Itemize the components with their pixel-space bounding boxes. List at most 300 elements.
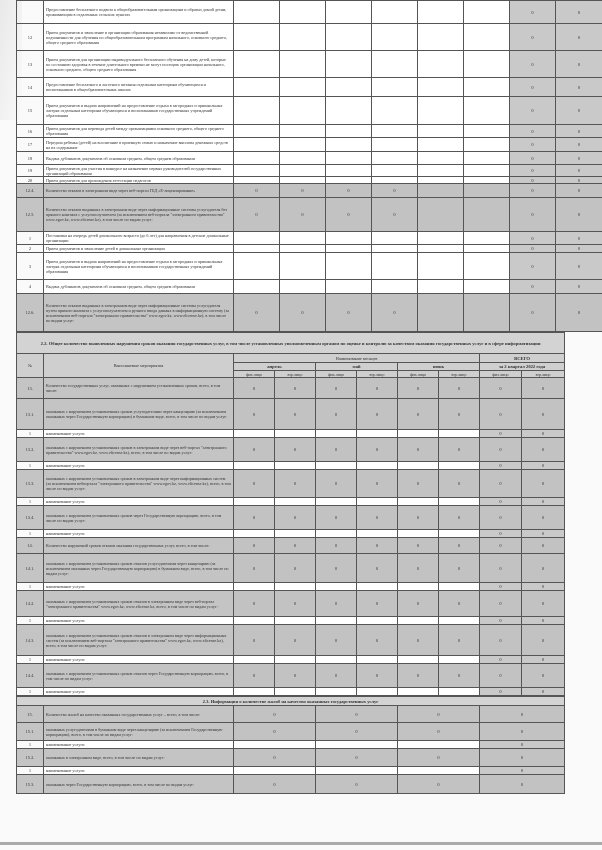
row-number: 3 — [17, 253, 44, 280]
value-cell: 0 — [398, 538, 439, 554]
row-number: 14.2. — [17, 591, 44, 617]
value-cell — [234, 617, 275, 625]
value-cell — [372, 177, 418, 184]
total-cell: 0 — [522, 430, 565, 438]
total-cell: 0 — [510, 184, 556, 198]
row-number: 1 — [17, 530, 44, 538]
value-cell — [418, 78, 464, 97]
value-cell — [316, 583, 357, 591]
value-cell: 0 — [316, 438, 357, 462]
value-cell — [398, 530, 439, 538]
value-cell — [326, 232, 372, 245]
total-cell: 0 — [556, 24, 602, 51]
value-cell: 0 — [316, 723, 398, 741]
value-cell — [372, 165, 418, 177]
value-cell: 0 — [439, 470, 480, 498]
value-cell: 0 — [316, 749, 398, 767]
total-cell: 0 — [556, 280, 602, 294]
row-number: 13.2. — [17, 438, 44, 462]
total-cell: 0 — [480, 399, 522, 430]
total-cell: 0 — [480, 554, 522, 583]
value-cell: 0 — [480, 741, 565, 749]
value-cell — [316, 617, 357, 625]
table-row — [17, 775, 565, 794]
value-cell: 0 — [398, 723, 480, 741]
row-description: оказанных с нарушением установленных сроков в электронном виде через информационных систем (за исключением вебпортала "электронного правительства" www.egov.kz, www.elicense.kz), всего, в том числе по видам услуг: — [44, 470, 234, 498]
value-cell — [275, 462, 316, 470]
value-cell: 0 — [316, 591, 357, 617]
value-cell: 0 — [357, 591, 398, 617]
total-cell: 0 — [522, 591, 565, 617]
row-description: Прием документов и выдача направлений на предоставление отдыха в загородных и пришкольных лагерях отдельным категориям обучающихся и воспитанников государственных учреждений образования — [44, 97, 234, 125]
value-cell — [372, 232, 418, 245]
value-cell — [326, 1, 372, 24]
value-cell: 0 — [439, 664, 480, 688]
violations-table — [16, 332, 565, 696]
total-cell: 0 — [510, 125, 556, 138]
header-individual: физ.лицо — [480, 371, 522, 378]
row-description: наименование услуги — [44, 583, 234, 591]
total-cell: 0 — [510, 245, 556, 253]
total-cell: 0 — [510, 232, 556, 245]
value-cell: 0 — [398, 775, 480, 794]
total-cell: 0 — [522, 498, 565, 506]
total-cell: 0 — [510, 1, 556, 24]
value-cell — [464, 253, 510, 280]
value-cell — [439, 430, 480, 438]
row-number: 14 — [17, 78, 44, 97]
value-cell: 0 — [398, 591, 439, 617]
value-cell: 0 — [357, 399, 398, 430]
row-number: 15 — [17, 97, 44, 125]
value-cell — [316, 498, 357, 506]
value-cell — [464, 1, 510, 24]
value-cell — [234, 245, 280, 253]
total-cell: 0 — [556, 97, 602, 125]
row-description: Количество отказов выданных в электронном виде через информационные системы услугодателя без прямого контакта с услугополучателем (за исключением веб-портала "электронного правительства" www.egov.kz, www.elicense.kz), в том числе по видам услуг: — [44, 198, 234, 232]
value-cell: 0 — [234, 591, 275, 617]
row-description: оказанных с нарушением установленных сроков отказов в электронном виде через веб-портал "электронного правительства" www.egov.kz, www.elicense.kz, всего, в том числе по видам услуг: — [44, 591, 234, 617]
table-row — [17, 506, 565, 530]
value-cell — [234, 530, 275, 538]
table-row — [17, 749, 565, 767]
value-cell — [418, 125, 464, 138]
total-cell: 0 — [522, 554, 565, 583]
value-cell — [234, 583, 275, 591]
value-cell — [398, 688, 439, 696]
table-row — [17, 1, 602, 24]
header-month-may: май — [316, 363, 398, 371]
value-cell — [372, 24, 418, 51]
table-row — [17, 538, 565, 554]
value-cell — [418, 280, 464, 294]
table-row — [17, 253, 602, 280]
value-cell: 0 — [357, 625, 398, 656]
header-no: № — [17, 354, 44, 378]
value-cell: 0 — [316, 506, 357, 530]
value-cell — [326, 253, 372, 280]
table-row — [17, 232, 602, 245]
value-cell: 0 — [234, 378, 275, 399]
value-cell: 0 — [234, 294, 280, 332]
table-row — [17, 664, 565, 688]
table-row — [17, 51, 602, 78]
table-row — [17, 138, 602, 152]
value-cell: 0 — [234, 706, 316, 723]
value-cell — [439, 498, 480, 506]
value-cell: 0 — [480, 767, 565, 775]
value-cell — [280, 253, 326, 280]
row-description: наименование услуги — [44, 656, 234, 664]
value-cell — [372, 1, 418, 24]
value-cell: 0 — [234, 625, 275, 656]
value-cell — [372, 280, 418, 294]
row-description: оказанных через Государственную корпорацию, всего, в том числе по видам услуг: — [44, 775, 234, 794]
table-row — [17, 617, 565, 625]
value-cell — [234, 253, 280, 280]
total-cell: 0 — [510, 24, 556, 51]
value-cell — [357, 688, 398, 696]
value-cell — [418, 253, 464, 280]
value-cell — [280, 78, 326, 97]
value-cell — [372, 138, 418, 152]
row-description: Прием документов для перевода детей между организациями основного среднего, общего среднего образования — [44, 125, 234, 138]
total-cell: 0 — [510, 165, 556, 177]
value-cell: 0 — [275, 378, 316, 399]
table-row — [17, 554, 565, 583]
value-cell — [464, 165, 510, 177]
row-description: Предоставление бесплатного подвоза к общеобразовательным организациям и обратно домой детям, проживающим в отдаленных сельских пунктах — [44, 1, 234, 24]
row-description: Прием документов и зачисление в организации образования независимо от ведомственной подчиненности для обучения по общеобразовательным программам начального, основного среднего, общего среднего образования — [44, 24, 234, 51]
value-cell — [398, 462, 439, 470]
value-cell — [439, 530, 480, 538]
value-cell — [439, 688, 480, 696]
total-cell: 0 — [510, 51, 556, 78]
value-cell — [234, 78, 280, 97]
row-number: 1 — [17, 741, 44, 749]
value-cell — [464, 138, 510, 152]
value-cell — [439, 462, 480, 470]
total-cell: 0 — [522, 378, 565, 399]
value-cell: 0 — [234, 399, 275, 430]
value-cell: 0 — [234, 775, 316, 794]
value-cell: 0 — [316, 538, 357, 554]
row-description: Предоставление бесплатного и льготного питания отдельным категориям обучающихся и воспитанников в общеобразовательных школах — [44, 78, 234, 97]
value-cell — [234, 498, 275, 506]
value-cell — [234, 462, 275, 470]
value-cell — [357, 430, 398, 438]
total-cell: 0 — [510, 177, 556, 184]
total-cell: 0 — [522, 399, 565, 430]
row-description: оказанных с нарушением установленных сроков отказов через Государственную корпорацию, всего, в том числе по видам услуг: — [44, 664, 234, 688]
value-cell — [464, 152, 510, 165]
value-cell — [234, 741, 316, 749]
value-cell: 0 — [280, 198, 326, 232]
total-cell: 0 — [522, 583, 565, 591]
value-cell: 0 — [316, 775, 398, 794]
row-description: Передача ребенка (детей) на воспитание в приемную семью и назначение выплаты денежных средств на их содержание — [44, 138, 234, 152]
row-description: наименование услуги — [44, 767, 234, 775]
value-cell — [464, 184, 510, 198]
row-description: Прием документов для организации индивидуального бесплатного обучения на дому детей, которые по состоянию здоровья в течение длительного времени не могут посещать организации начального, основного среднего, общего среднего образования — [44, 51, 234, 78]
value-cell — [357, 656, 398, 664]
row-description: оказанных с нарушением установленных сроков через Государственную корпорацию, всего, в том числе по видам услуг: — [44, 506, 234, 530]
value-cell: 0 — [234, 506, 275, 530]
row-description: Прием документов для прохождения аттестации педагогов — [44, 177, 234, 184]
value-cell — [275, 498, 316, 506]
value-cell — [326, 51, 372, 78]
value-cell — [316, 462, 357, 470]
row-number: 2 — [17, 245, 44, 253]
total-cell: 0 — [510, 253, 556, 280]
row-number: 1 — [17, 462, 44, 470]
value-cell — [316, 530, 357, 538]
total-cell: 0 — [556, 138, 602, 152]
total-cell: 0 — [522, 462, 565, 470]
value-cell — [398, 767, 480, 775]
total-cell: 0 — [480, 470, 522, 498]
table-row — [17, 24, 602, 51]
value-cell — [398, 656, 439, 664]
row-number: 1 — [17, 617, 44, 625]
value-cell — [326, 97, 372, 125]
row-description: наименование услуги — [44, 430, 234, 438]
total-cell: 0 — [556, 51, 602, 78]
total-cell: 0 — [522, 688, 565, 696]
value-cell — [372, 253, 418, 280]
value-cell — [234, 138, 280, 152]
value-cell: 0 — [316, 470, 357, 498]
value-cell: 0 — [357, 438, 398, 462]
value-cell — [280, 177, 326, 184]
value-cell — [234, 767, 316, 775]
total-cell: 0 — [522, 470, 565, 498]
value-cell: 0 — [398, 438, 439, 462]
value-cell: 0 — [280, 294, 326, 332]
value-cell: 0 — [480, 706, 565, 723]
value-cell — [464, 51, 510, 78]
value-cell: 0 — [398, 664, 439, 688]
value-cell: 0 — [398, 378, 439, 399]
value-cell: 0 — [357, 506, 398, 530]
value-cell — [357, 617, 398, 625]
header-month-june: июнь — [398, 363, 480, 371]
value-cell: 0 — [234, 470, 275, 498]
row-description: наименование услуги — [44, 530, 234, 538]
table-row — [17, 125, 602, 138]
total-cell: 0 — [522, 506, 565, 530]
value-cell — [234, 280, 280, 294]
row-description: Выдача дубликатов документов об основном среднем, общем среднем образовании — [44, 152, 234, 165]
row-description: оказанных с нарушением установленных сроков в электронном виде через веб-портал "электронного правительства" www.egov.kz, www.elicense.kz), всего, в том числе по видам услуг: — [44, 438, 234, 462]
header-legal-entity: юр.лицо — [522, 371, 565, 378]
value-cell — [398, 617, 439, 625]
total-cell: 0 — [510, 97, 556, 125]
value-cell: 0 — [234, 749, 316, 767]
row-description: наименование услуги — [44, 498, 234, 506]
table-row — [17, 741, 565, 749]
value-cell: 0 — [326, 184, 372, 198]
total-cell: 0 — [480, 617, 522, 625]
value-cell — [275, 617, 316, 625]
value-cell: 0 — [439, 438, 480, 462]
value-cell — [234, 177, 280, 184]
value-cell — [275, 688, 316, 696]
value-cell — [234, 97, 280, 125]
value-cell — [439, 617, 480, 625]
value-cell — [234, 51, 280, 78]
value-cell: 0 — [372, 294, 418, 332]
total-cell: 0 — [480, 498, 522, 506]
value-cell: 0 — [357, 470, 398, 498]
row-number: 16 — [17, 125, 44, 138]
value-cell: 0 — [275, 538, 316, 554]
table-row — [17, 688, 565, 696]
table-row — [17, 78, 602, 97]
total-cell: 0 — [480, 462, 522, 470]
table-row — [17, 462, 565, 470]
value-cell — [464, 125, 510, 138]
value-cell — [464, 280, 510, 294]
table-row — [17, 438, 565, 462]
value-cell — [418, 177, 464, 184]
header-month-april: апрель — [234, 363, 316, 371]
total-cell: 0 — [556, 184, 602, 198]
total-cell: 0 — [522, 664, 565, 688]
total-cell: 0 — [510, 152, 556, 165]
value-cell: 0 — [280, 184, 326, 198]
row-number: 15. — [17, 706, 44, 723]
table-row — [17, 294, 602, 332]
value-cell: 0 — [316, 399, 357, 430]
row-number: 19 — [17, 165, 44, 177]
row-number — [17, 1, 44, 24]
value-cell: 0 — [234, 184, 280, 198]
total-cell: 0 — [522, 538, 565, 554]
row-number: 1 — [17, 583, 44, 591]
row-number: 18 — [17, 152, 44, 165]
row-number: 1 — [17, 688, 44, 696]
row-description: наименование услуги — [44, 741, 234, 749]
row-description: Прием документов для участия в конкурсе на назначение первых руководителей государственных организаций образования — [44, 165, 234, 177]
value-cell — [234, 165, 280, 177]
value-cell — [234, 688, 275, 696]
row-number: 14.4. — [17, 664, 44, 688]
value-cell — [326, 245, 372, 253]
value-cell: 0 — [275, 470, 316, 498]
value-cell — [372, 125, 418, 138]
row-description: наименование услуги — [44, 688, 234, 696]
table-row — [17, 97, 602, 125]
total-cell: 0 — [480, 438, 522, 462]
value-cell: 0 — [316, 554, 357, 583]
value-cell: 0 — [275, 664, 316, 688]
value-cell: 0 — [275, 591, 316, 617]
table-row — [17, 625, 565, 656]
value-cell — [280, 51, 326, 78]
value-cell — [464, 78, 510, 97]
header-individual: физ.лицо — [234, 371, 275, 378]
header-activities: Выполняемые мероприятия — [44, 354, 234, 378]
value-cell — [464, 24, 510, 51]
value-cell — [418, 184, 464, 198]
total-cell: 0 — [522, 438, 565, 462]
total-cell: 0 — [480, 625, 522, 656]
value-cell: 0 — [234, 198, 280, 232]
value-cell — [357, 583, 398, 591]
value-cell — [326, 165, 372, 177]
header-legal-entity: юр.лицо — [357, 371, 398, 378]
total-cell: 0 — [480, 530, 522, 538]
row-number: 17 — [17, 138, 44, 152]
value-cell — [280, 245, 326, 253]
table-row — [17, 723, 565, 741]
total-cell: 0 — [556, 78, 602, 97]
total-cell: 0 — [556, 245, 602, 253]
row-description: Выдача дубликатов документов об основном среднем, общем среднем образовании — [44, 280, 234, 294]
total-cell: 0 — [556, 177, 602, 184]
value-cell: 0 — [357, 664, 398, 688]
total-cell: 0 — [522, 617, 565, 625]
value-cell — [464, 232, 510, 245]
value-cell: 0 — [357, 538, 398, 554]
row-number: 1 — [17, 498, 44, 506]
value-cell — [280, 152, 326, 165]
value-cell — [439, 583, 480, 591]
total-cell: 0 — [480, 664, 522, 688]
total-cell: 0 — [510, 78, 556, 97]
value-cell — [464, 245, 510, 253]
table-row — [17, 198, 602, 232]
value-cell: 0 — [234, 723, 316, 741]
value-cell — [326, 152, 372, 165]
table-row — [17, 656, 565, 664]
value-cell: 0 — [398, 399, 439, 430]
row-description: Количество нарушений сроков отказов оказания государственных услуг, всего, в том числе: — [44, 538, 234, 554]
total-cell: 0 — [480, 430, 522, 438]
value-cell — [280, 24, 326, 51]
value-cell: 0 — [372, 198, 418, 232]
row-number: 14.1. — [17, 554, 44, 583]
value-cell — [418, 232, 464, 245]
value-cell: 0 — [439, 538, 480, 554]
header-legal-entity: юр.лицо — [275, 371, 316, 378]
value-cell: 0 — [439, 591, 480, 617]
value-cell — [316, 741, 398, 749]
row-description: наименование услуги — [44, 617, 234, 625]
total-cell: 0 — [480, 591, 522, 617]
value-cell — [234, 656, 275, 664]
row-description: Количество отказов выданных в электронном виде через информационные системы услугодателя путем прямого контакта с услугополучателем и ручного ввода данных в информационную систему (за исключением веб-портала "электронного правительства" www.egov.kz, www.elicense.kz), в том числе по видам услуг: — [44, 294, 234, 332]
total-cell: 0 — [556, 125, 602, 138]
total-cell: 0 — [510, 138, 556, 152]
value-cell — [372, 245, 418, 253]
value-cell: 0 — [398, 625, 439, 656]
value-cell — [464, 198, 510, 232]
row-description: Прием документов и зачисление детей в дошкольные организации — [44, 245, 234, 253]
value-cell — [234, 1, 280, 24]
value-cell: 0 — [480, 723, 565, 741]
value-cell — [234, 24, 280, 51]
row-number: 14. — [17, 538, 44, 554]
row-number: 12 — [17, 24, 44, 51]
total-cell: 0 — [510, 294, 556, 332]
value-cell — [418, 294, 464, 332]
section-2-3-title: 2.3. Информация о количестве жалоб на качество оказанных государственных услуг — [17, 697, 565, 706]
row-number: 14.3. — [17, 625, 44, 656]
value-cell — [372, 152, 418, 165]
total-cell: 0 — [556, 1, 602, 24]
